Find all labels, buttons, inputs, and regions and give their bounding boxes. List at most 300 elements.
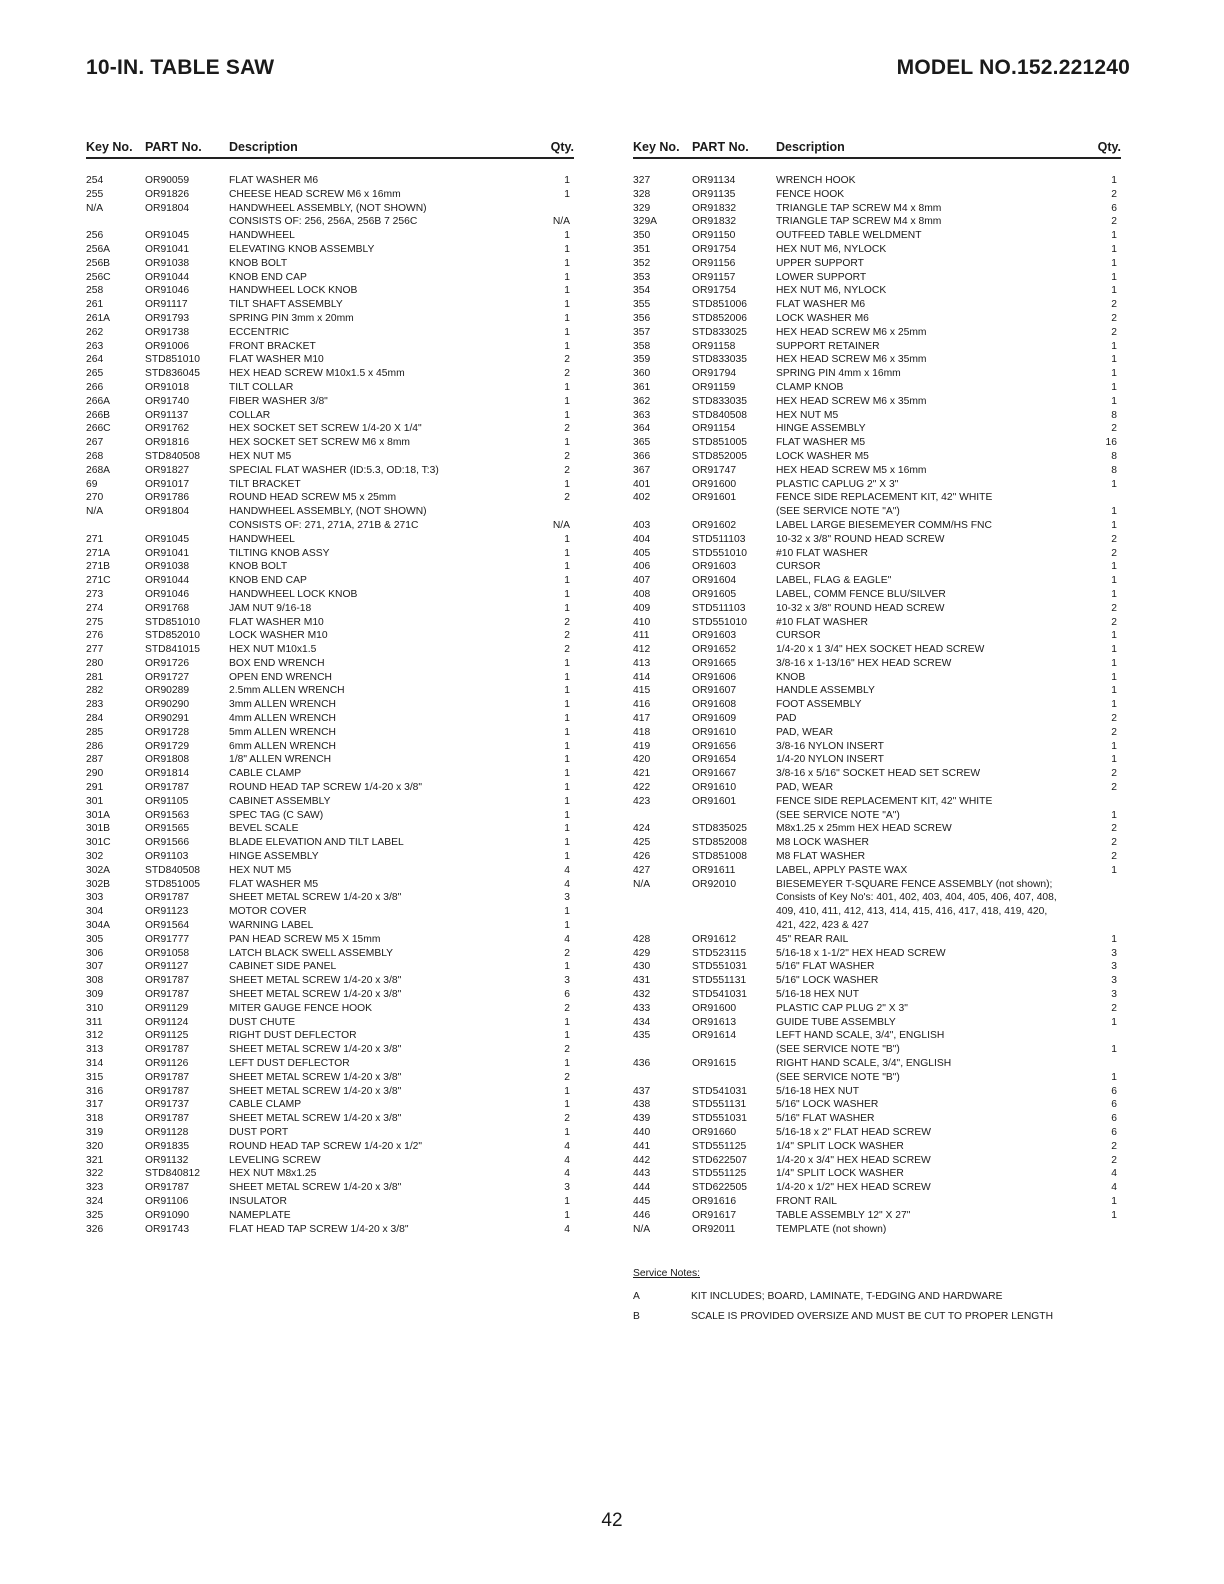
- qty-cell: 3: [1111, 989, 1117, 1001]
- part-no-cell: OR91738: [145, 326, 190, 338]
- key-no-cell: 301B: [86, 823, 111, 835]
- qty-cell: 1: [564, 381, 570, 393]
- key-no-cell: 329A: [633, 216, 658, 228]
- table-row: [86, 864, 574, 878]
- description-cell: CABINET ASSEMBLY: [229, 795, 331, 807]
- table-row: [86, 1223, 574, 1237]
- key-no-cell: 283: [86, 699, 104, 711]
- description-cell: 3/8-16 x 1-13/16" HEX HEAD SCREW: [776, 657, 952, 669]
- table-row: [86, 215, 574, 229]
- table-row: [86, 822, 574, 836]
- part-no-cell: OR91129: [145, 1002, 189, 1014]
- key-no-cell: 425: [633, 837, 651, 849]
- description-cell: BLADE ELEVATION AND TILT LABEL: [229, 837, 404, 849]
- description-cell: TRIANGLE TAP SCREW M4 x 8mm: [776, 216, 942, 228]
- part-no-cell: OR91018: [145, 381, 190, 393]
- qty-cell: 1: [1111, 685, 1117, 697]
- description-cell: LABEL LARGE BIESEMEYER COMM/HS FNC: [776, 519, 992, 531]
- part-no-cell: STD511103: [692, 533, 746, 545]
- part-no-cell: OR91743: [145, 1223, 190, 1235]
- description-cell: #10 FLAT WASHER: [776, 547, 868, 559]
- part-no-cell: OR91154: [692, 423, 736, 435]
- part-no-cell: OR91603: [692, 630, 737, 642]
- key-no-cell: 307: [86, 961, 104, 973]
- qty-cell: 2: [564, 1071, 570, 1083]
- key-no-cell: 291: [86, 782, 104, 794]
- key-no-cell: 424: [633, 823, 651, 835]
- qty-cell: 1: [564, 188, 570, 200]
- table-row: [633, 215, 1121, 229]
- description-cell: M8x1.25 x 25mm HEX HEAD SCREW: [776, 823, 952, 835]
- key-no-cell: 302B: [86, 878, 111, 890]
- qty-cell: 4: [564, 1168, 570, 1180]
- qty-cell: 2: [564, 450, 570, 462]
- description-cell: FLAT WASHER M10: [229, 616, 324, 628]
- note-letter: A: [633, 1291, 640, 1302]
- qty-cell: 2: [1111, 616, 1117, 628]
- part-no-cell: OR91157: [692, 271, 736, 283]
- table-row: [86, 422, 574, 436]
- table-row: [633, 312, 1121, 326]
- key-no-cell: 276: [86, 630, 104, 642]
- key-no-cell: N/A: [633, 1223, 651, 1235]
- key-no-cell: 275: [86, 616, 104, 628]
- table-row: [86, 947, 574, 961]
- table-row: [86, 960, 574, 974]
- qty-cell: 2: [1111, 533, 1117, 545]
- description-cell: FOOT ASSEMBLY: [776, 699, 862, 711]
- key-no-cell: 328: [633, 188, 651, 200]
- part-no-cell: OR91105: [145, 795, 189, 807]
- qty-cell: 2: [1111, 547, 1117, 559]
- key-no-cell: 441: [633, 1140, 651, 1152]
- description-cell: CABLE CLAMP: [229, 768, 302, 780]
- parts-table-left: [86, 140, 574, 1236]
- part-no-cell: OR91159: [692, 381, 736, 393]
- table-row: [86, 202, 574, 216]
- qty-cell: 2: [1111, 782, 1117, 794]
- key-no-cell: 354: [633, 285, 651, 297]
- table-row: [86, 1154, 574, 1168]
- description-cell: FLAT HEAD TAP SCREW 1/4-20 x 3/8": [229, 1223, 409, 1235]
- part-no-cell: STD833035: [692, 354, 747, 366]
- qty-cell: 8: [1111, 464, 1117, 476]
- qty-cell: 1: [1111, 395, 1117, 407]
- qty-cell: 1: [564, 561, 570, 573]
- description-cell: PLASTIC CAP PLUG 2" X 3": [776, 1002, 908, 1014]
- table-body: [633, 174, 1121, 1236]
- table-row: [633, 450, 1121, 464]
- table-row: [86, 1112, 574, 1126]
- description-cell: CURSOR: [776, 561, 821, 573]
- qty-cell: 1: [564, 547, 570, 559]
- qty-cell: 1: [564, 575, 570, 587]
- table-row: [86, 257, 574, 271]
- qty-cell: 1: [1111, 561, 1117, 573]
- table-row: [86, 905, 574, 919]
- key-no-cell: 285: [86, 726, 104, 738]
- qty-cell: 1: [1111, 285, 1117, 297]
- part-no-cell: OR91017: [145, 478, 190, 490]
- table-row: [633, 574, 1121, 588]
- description-cell: LEVELING SCREW: [229, 1154, 321, 1166]
- part-no-cell: OR91665: [692, 657, 737, 669]
- description-cell: SHEET METAL SCREW 1/4-20 x 3/8": [229, 892, 402, 904]
- qty-cell: 1: [1111, 740, 1117, 752]
- part-no-cell: STD551131: [692, 975, 747, 987]
- qty-cell: 2: [564, 1044, 570, 1056]
- part-no-cell: STD833025: [692, 326, 747, 338]
- description-cell: LABEL, APPLY PASTE WAX: [776, 864, 908, 876]
- part-no-cell: OR91787: [145, 989, 190, 1001]
- part-no-cell: OR91613: [692, 1016, 737, 1028]
- description-cell: LOCK WASHER M5: [776, 450, 869, 462]
- page-title: 10-IN. TABLE SAW: [86, 56, 275, 79]
- part-no-cell: OR91652: [692, 644, 737, 656]
- qty-cell: 2: [1111, 713, 1117, 725]
- description-cell: COLLAR: [229, 409, 271, 421]
- description-cell: 5/16-18 HEX NUT: [776, 1085, 859, 1097]
- table-row: [633, 202, 1121, 216]
- part-no-cell: OR91616: [692, 1195, 737, 1207]
- description-cell: HANDWHEEL ASSEMBLY, (NOT SHOWN): [229, 202, 427, 214]
- qty-cell: [540, 202, 574, 216]
- qty-cell: 1: [1111, 243, 1117, 255]
- qty-cell: 1: [564, 671, 570, 683]
- description-cell: 5/16-18 HEX NUT: [776, 989, 859, 1001]
- key-no-cell: 315: [86, 1071, 104, 1083]
- part-no-cell: STD851005: [692, 437, 747, 449]
- qty-cell: 1: [564, 1209, 570, 1221]
- key-no-cell: 436: [633, 1058, 651, 1069]
- key-no-cell: [633, 905, 692, 919]
- key-no-cell: 355: [633, 299, 651, 311]
- key-no-cell: 302: [86, 851, 104, 863]
- part-no-cell: OR91127: [145, 961, 189, 973]
- table-row: [633, 960, 1121, 974]
- part-no-cell: OR91125: [145, 1030, 189, 1042]
- qty-cell: 1: [564, 809, 570, 821]
- qty-cell: 2: [1111, 188, 1117, 200]
- table-row: [633, 1098, 1121, 1112]
- table-row: [86, 1167, 574, 1181]
- key-no-cell: [633, 891, 692, 905]
- table-row: [86, 671, 574, 685]
- qty-cell: 1: [1111, 506, 1117, 518]
- qty-cell: 2: [564, 1002, 570, 1014]
- part-no-cell: STD841015: [145, 644, 200, 656]
- key-no-cell: 263: [86, 340, 104, 352]
- qty-cell: 1: [1111, 809, 1117, 821]
- qty-cell: 1: [564, 851, 570, 863]
- table-row: [633, 643, 1121, 657]
- description-cell: SPRING PIN 3mm x 20mm: [229, 312, 354, 324]
- qty-cell: 2: [564, 644, 570, 656]
- part-no-cell: OR91762: [145, 423, 190, 435]
- part-no-cell: OR91754: [692, 243, 737, 255]
- qty-cell: 1: [564, 782, 570, 794]
- part-no-cell: OR91615: [692, 1058, 737, 1069]
- key-no-cell: 282: [86, 685, 104, 697]
- table-row: [633, 657, 1121, 671]
- part-no-cell: STD551010: [692, 616, 747, 628]
- key-no-cell: 305: [86, 933, 104, 945]
- part-no-cell: OR91667: [692, 768, 737, 780]
- description-cell: (SEE SERVICE NOTE "A"): [776, 506, 900, 518]
- table-row: [633, 1209, 1121, 1223]
- key-no-cell: 440: [633, 1126, 651, 1138]
- part-no-cell: STD551031: [692, 961, 747, 973]
- part-no-cell: OR91835: [145, 1140, 190, 1152]
- description-cell: 1/4" SPLIT LOCK WASHER: [776, 1168, 904, 1180]
- qty-cell: 1: [564, 1195, 570, 1207]
- qty-cell: 1: [564, 740, 570, 752]
- service-note: [633, 1287, 1053, 1307]
- key-no-cell: 411: [633, 630, 650, 642]
- qty-cell: 1: [1111, 175, 1117, 186]
- description-cell: HEX NUT M10x1.5: [229, 644, 317, 656]
- description-cell: 1/4-20 x 1 3/4" HEX SOCKET HEAD SCREW: [776, 644, 985, 656]
- table-row: [633, 464, 1121, 478]
- description-cell: TILT BRACKET: [229, 478, 301, 490]
- part-no-cell: OR91135: [692, 188, 736, 200]
- table-header: [633, 140, 1121, 159]
- table-row: [633, 809, 1121, 823]
- description-cell: HINGE ASSEMBLY: [229, 851, 319, 863]
- part-no-cell: STD851010: [145, 616, 200, 628]
- key-no-cell: 404: [633, 533, 651, 545]
- part-no-cell: OR91041: [145, 547, 190, 559]
- key-no-cell: 268: [86, 450, 104, 462]
- table-row: [633, 588, 1121, 602]
- header-key-no: Key No.: [633, 140, 680, 154]
- key-no-cell: 316: [86, 1085, 104, 1097]
- qty-cell: [1087, 1029, 1121, 1043]
- part-no-cell: OR91787: [145, 1044, 190, 1056]
- key-no-cell: 264: [86, 354, 104, 366]
- part-no-cell: OR90059: [145, 175, 190, 186]
- key-no-cell: 361: [633, 381, 651, 393]
- qty-cell: 4: [564, 933, 570, 945]
- key-no-cell: N/A: [86, 506, 104, 518]
- part-no-cell: OR91814: [145, 768, 190, 780]
- qty-cell: N/A: [552, 216, 570, 228]
- table-row: [86, 243, 574, 257]
- table-row: [633, 505, 1121, 519]
- part-no-cell: OR91660: [692, 1126, 737, 1138]
- table-row: [633, 905, 1121, 919]
- qty-cell: 4: [1111, 1168, 1117, 1180]
- part-no-cell: OR91808: [145, 754, 190, 766]
- table-row: [86, 1043, 574, 1057]
- part-no-cell: OR91041: [145, 243, 190, 255]
- part-no-cell: OR90290: [145, 699, 190, 711]
- table-row: [86, 1071, 574, 1085]
- key-no-cell: 360: [633, 368, 651, 380]
- description-cell: PAD, WEAR: [776, 726, 834, 738]
- key-no-cell: [86, 519, 145, 533]
- part-no-cell: [692, 905, 776, 919]
- key-no-cell: 266: [86, 381, 104, 393]
- description-cell: LOCK WASHER M10: [229, 630, 328, 642]
- key-no-cell: 287: [86, 754, 104, 766]
- table-row: [633, 602, 1121, 616]
- key-no-cell: 261: [86, 299, 104, 311]
- table-row: [633, 271, 1121, 285]
- description-cell: LABEL, COMM FENCE BLU/SILVER: [776, 588, 946, 600]
- table-row: [86, 574, 574, 588]
- description-cell: 10-32 x 3/8" ROUND HEAD SCREW: [776, 602, 945, 614]
- part-no-cell: STD840812: [145, 1168, 200, 1180]
- qty-cell: 1: [564, 906, 570, 918]
- key-no-cell: 329: [633, 202, 651, 214]
- key-no-cell: 317: [86, 1099, 104, 1111]
- key-no-cell: 359: [633, 354, 651, 366]
- table-row: [86, 1098, 574, 1112]
- qty-cell: 4: [564, 878, 570, 890]
- table-row: [86, 836, 574, 850]
- key-no-cell: 358: [633, 340, 651, 352]
- part-no-cell: OR91737: [145, 1099, 190, 1111]
- qty-cell: 1: [1111, 519, 1117, 531]
- part-no-cell: OR91566: [145, 837, 190, 849]
- table-row: [633, 1154, 1121, 1168]
- description-cell: (SEE SERVICE NOTE "B"): [776, 1071, 900, 1083]
- qty-cell: 3: [564, 1182, 570, 1194]
- description-cell: 45" REAR RAIL: [776, 933, 849, 945]
- key-no-cell: 301A: [86, 809, 111, 821]
- part-no-cell: OR91804: [145, 506, 190, 518]
- part-no-cell: STD851008: [692, 851, 747, 863]
- table-row: [86, 781, 574, 795]
- part-no-cell: OR92010: [692, 878, 737, 890]
- table-row: [86, 312, 574, 326]
- key-no-cell: 363: [633, 409, 651, 421]
- key-no-cell: 423: [633, 795, 651, 807]
- qty-cell: [1087, 491, 1121, 505]
- description-cell: HEX HEAD SCREW M6 x 25mm: [776, 326, 927, 338]
- table-row: [86, 271, 574, 285]
- qty-cell: 2: [1111, 312, 1117, 324]
- description-cell: (SEE SERVICE NOTE "B"): [776, 1044, 900, 1056]
- description-cell: FLAT WASHER M5: [776, 437, 866, 449]
- part-no-cell: OR91787: [145, 975, 190, 987]
- table-row: [86, 229, 574, 243]
- description-cell: SPRING PIN 4mm x 16mm: [776, 368, 901, 380]
- key-no-cell: 271C: [86, 575, 111, 587]
- key-no-cell: 312: [86, 1030, 104, 1042]
- part-no-cell: OR91754: [692, 285, 737, 297]
- key-no-cell: 258: [86, 285, 104, 297]
- header-part-no: PART No.: [145, 140, 202, 154]
- part-no-cell: OR91038: [145, 561, 190, 573]
- table-row: [86, 1195, 574, 1209]
- qty-cell: [1087, 891, 1121, 905]
- part-no-cell: OR91786: [145, 492, 190, 504]
- description-cell: DUST PORT: [229, 1126, 289, 1138]
- description-cell: HANDWHEEL LOCK KNOB: [229, 285, 358, 297]
- qty-cell: 1: [564, 340, 570, 352]
- description-cell: LEFT DUST DEFLECTOR: [229, 1058, 350, 1069]
- qty-cell: 1: [564, 533, 570, 545]
- key-no-cell: 412: [633, 644, 651, 656]
- key-no-cell: 410: [633, 616, 651, 628]
- table-row: [633, 257, 1121, 271]
- description-cell: MITER GAUGE FENCE HOOK: [229, 1002, 373, 1014]
- description-cell: NAMEPLATE: [229, 1209, 291, 1221]
- description-cell: DUST CHUTE: [229, 1016, 296, 1028]
- table-row: [633, 684, 1121, 698]
- qty-cell: 1: [564, 768, 570, 780]
- qty-cell: 1: [1111, 864, 1117, 876]
- key-no-cell: 426: [633, 851, 651, 863]
- table-row: [86, 409, 574, 423]
- description-cell: Consists of Key No's: 401, 402, 403, 404, 405, 406, 407, 408,: [776, 892, 1057, 904]
- description-cell: BIESEMEYER T-SQUARE FENCE ASSEMBLY (not shown);: [776, 878, 1053, 890]
- note-text: KIT INCLUDES; BOARD, LAMINATE, T-EDGING AND HARDWARE: [691, 1291, 1003, 1302]
- part-no-cell: OR91158: [692, 340, 736, 352]
- key-no-cell: 407: [633, 575, 651, 587]
- table-row: [633, 395, 1121, 409]
- key-no-cell: 357: [633, 326, 651, 338]
- part-no-cell: OR91832: [692, 202, 737, 214]
- service-notes: [633, 1268, 1053, 1327]
- table-row: [633, 864, 1121, 878]
- description-cell: SPECIAL FLAT WASHER (ID:5.3, OD:18, T:3): [229, 464, 439, 476]
- part-no-cell: OR91787: [145, 1071, 190, 1083]
- description-cell: OPEN END WRENCH: [229, 671, 332, 683]
- qty-cell: 1: [564, 726, 570, 738]
- description-cell: SHEET METAL SCREW 1/4-20 x 3/8": [229, 1085, 402, 1097]
- table-row: [633, 1029, 1121, 1043]
- key-no-cell: 439: [633, 1113, 651, 1125]
- part-no-cell: OR91787: [145, 1113, 190, 1125]
- qty-cell: 1: [564, 1126, 570, 1138]
- table-row: [86, 1057, 574, 1071]
- table-row: [633, 919, 1121, 933]
- description-cell: INSULATOR: [229, 1195, 287, 1207]
- qty-cell: 3: [564, 892, 570, 904]
- description-cell: 2.5mm ALLEN WRENCH: [229, 685, 345, 697]
- table-row: [633, 174, 1121, 188]
- table-row: [633, 974, 1121, 988]
- key-no-cell: 403: [633, 519, 651, 531]
- qty-cell: 1: [1111, 630, 1117, 642]
- key-no-cell: 270: [86, 492, 104, 504]
- key-no-cell: 266C: [86, 423, 111, 435]
- qty-cell: 2: [564, 492, 570, 504]
- part-no-cell: STD836045: [145, 368, 200, 380]
- qty-cell: 1: [564, 1058, 570, 1069]
- part-no-cell: OR91046: [145, 588, 190, 600]
- key-no-cell: 322: [86, 1168, 104, 1180]
- part-no-cell: STD852006: [692, 312, 747, 324]
- part-no-cell: OR91045: [145, 230, 190, 242]
- qty-cell: 6: [1111, 1085, 1117, 1097]
- key-no-cell: 265: [86, 368, 104, 380]
- key-no-cell: 326: [86, 1223, 104, 1235]
- table-row: [86, 533, 574, 547]
- description-cell: SHEET METAL SCREW 1/4-20 x 3/8": [229, 1071, 402, 1083]
- table-row: [86, 560, 574, 574]
- qty-cell: 1: [1111, 644, 1117, 656]
- part-no-cell: OR91787: [145, 892, 190, 904]
- key-no-cell: 417: [633, 713, 651, 725]
- key-no-cell: 255: [86, 188, 104, 200]
- table-row: [86, 464, 574, 478]
- part-no-cell: OR91727: [145, 671, 190, 683]
- part-no-cell: OR91747: [692, 464, 737, 476]
